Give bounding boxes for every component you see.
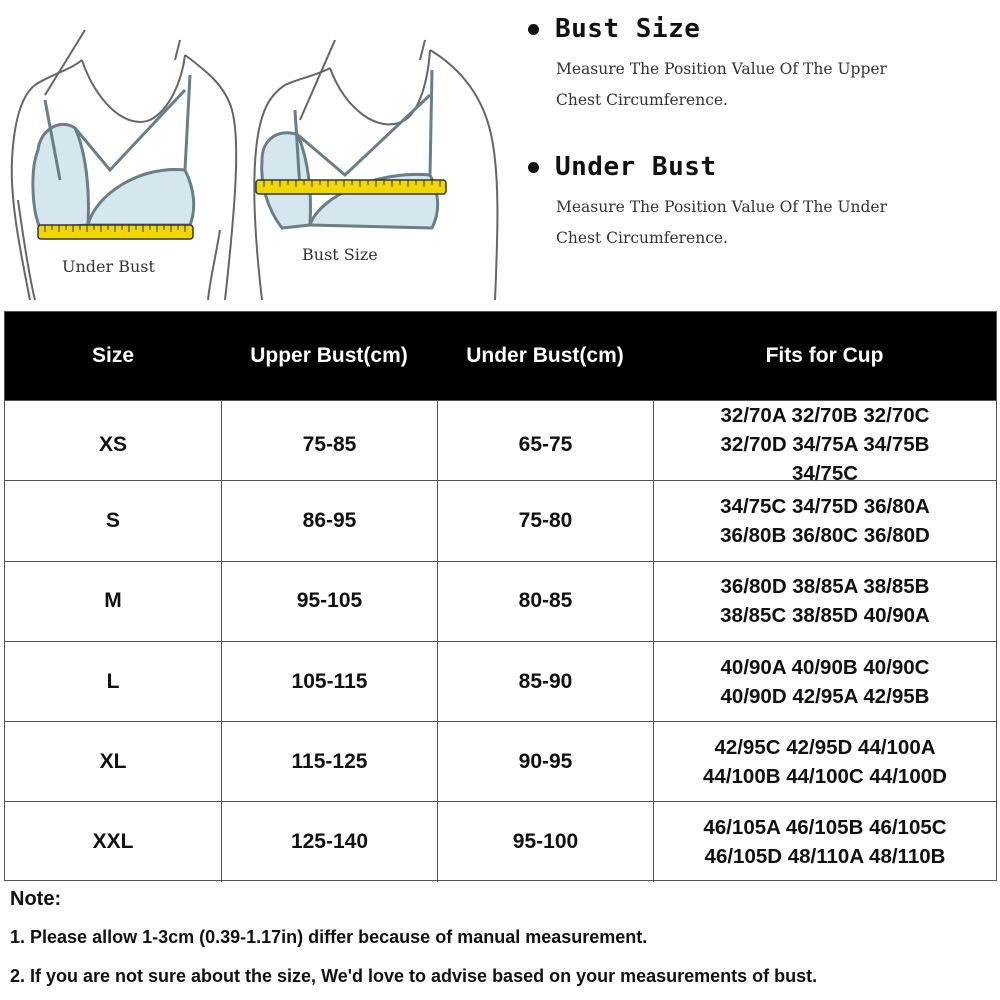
under-bust-figure-label: Under Bust <box>62 257 155 276</box>
cell-fits-for-cup <box>653 481 996 560</box>
measurement-illustration <box>0 0 520 300</box>
table-row <box>5 400 996 485</box>
cup-line: 36/80B 36/80C 36/80D <box>720 523 930 547</box>
cell-size: S <box>105 508 120 532</box>
bust-size-desc-line-1: Measure The Position Value Of The Upper <box>556 60 887 78</box>
table-row <box>5 721 996 801</box>
table-row <box>5 801 996 881</box>
cell-under-bust: 95-100 <box>437 802 653 881</box>
cell-size: XL <box>99 749 127 773</box>
bust-size-description <box>556 54 887 116</box>
cup-line: 44/100B 44/100C 44/100D <box>703 764 947 788</box>
header-under-bust: Under Bust(cm) <box>466 344 624 367</box>
note-line-2: 2. If you are not sure about the size, We'd love to advise based on your measurements of bust. <box>10 966 818 986</box>
cell-size: M <box>104 589 122 613</box>
cell-under-bust: 75-80 <box>437 481 653 560</box>
cell-upper-bust: 115-125 <box>221 722 437 801</box>
bust-size-figure-label: Bust Size <box>302 245 378 264</box>
bullet-icon <box>528 24 539 35</box>
header-fits-for-cup: Fits for Cup <box>765 344 884 367</box>
under-bust-description <box>556 192 887 254</box>
cell-under-bust: 80-85 <box>437 562 653 641</box>
under-bust-bra <box>33 75 194 228</box>
header-upper-bust: Upper Bust(cm) <box>250 344 408 367</box>
table-row <box>5 480 996 560</box>
cup-line: 42/95C 42/95D 44/100A <box>714 735 936 759</box>
cell-fits-for-cup <box>653 401 996 488</box>
table-header <box>5 312 996 400</box>
cell-upper-bust: 125-140 <box>221 802 437 881</box>
under-bust-info <box>528 152 887 254</box>
cup-line: 34/75C 34/75D 36/80A <box>720 494 930 518</box>
cell-fits-for-cup <box>653 562 996 641</box>
note-line-1: 1. Please allow 1-3cm (0.39-1.17in) differ because of manual measurement. <box>10 927 648 947</box>
cell-under-bust: 90-95 <box>437 722 653 801</box>
notes-title: Note: <box>10 888 62 910</box>
bust-size-bra <box>262 70 438 228</box>
cup-line: 32/70A 32/70B 32/70C <box>720 404 930 427</box>
cup-line: 46/105D 48/110A 48/110B <box>704 845 946 869</box>
cup-line: 40/90D 42/95A 42/95B <box>720 684 930 708</box>
notes-section <box>10 888 995 1000</box>
bust-size-title: Bust Size <box>555 14 701 44</box>
size-chart-table <box>4 311 997 881</box>
header-size: Size <box>91 344 135 367</box>
cell-size: XXL <box>92 830 134 854</box>
bra-measurement-figures <box>0 0 520 300</box>
cell-upper-bust: 75-85 <box>221 401 437 488</box>
cell-size: XS <box>98 432 127 456</box>
cell-upper-bust: 105-115 <box>221 642 437 721</box>
cell-fits-for-cup <box>653 722 996 801</box>
bullet-icon <box>528 162 539 173</box>
table-row <box>5 641 996 721</box>
cup-line: 46/105A 46/105B 46/105C <box>703 816 947 840</box>
under-bust-tape <box>38 225 193 239</box>
cup-line: 36/80D 38/85A 38/85B <box>720 575 930 599</box>
under-bust-title: Under Bust <box>555 152 717 182</box>
cell-upper-bust: 86-95 <box>221 481 437 560</box>
cup-line: 38/85C 38/85D 40/90A <box>720 604 930 628</box>
cell-under-bust: 85-90 <box>437 642 653 721</box>
cell-fits-for-cup <box>653 802 996 881</box>
cell-size: L <box>106 669 120 693</box>
cell-under-bust: 65-75 <box>437 401 653 488</box>
cup-line: 34/75C <box>791 462 859 485</box>
under-bust-desc-line-1: Measure The Position Value Of The Under <box>556 198 888 216</box>
cell-upper-bust: 95-105 <box>221 562 437 641</box>
under-bust-desc-line-2: Chest Circumference. <box>556 229 728 247</box>
measurement-info <box>528 14 988 294</box>
table-row <box>5 561 996 641</box>
cell-fits-for-cup <box>653 642 996 721</box>
bust-size-tape <box>256 180 446 194</box>
bust-size-info <box>528 14 887 116</box>
cup-line: 40/90A 40/90B 40/90C <box>720 655 930 679</box>
cup-line: 32/70D 34/75A 34/75B <box>720 433 930 456</box>
bust-size-desc-line-2: Chest Circumference. <box>556 91 728 109</box>
